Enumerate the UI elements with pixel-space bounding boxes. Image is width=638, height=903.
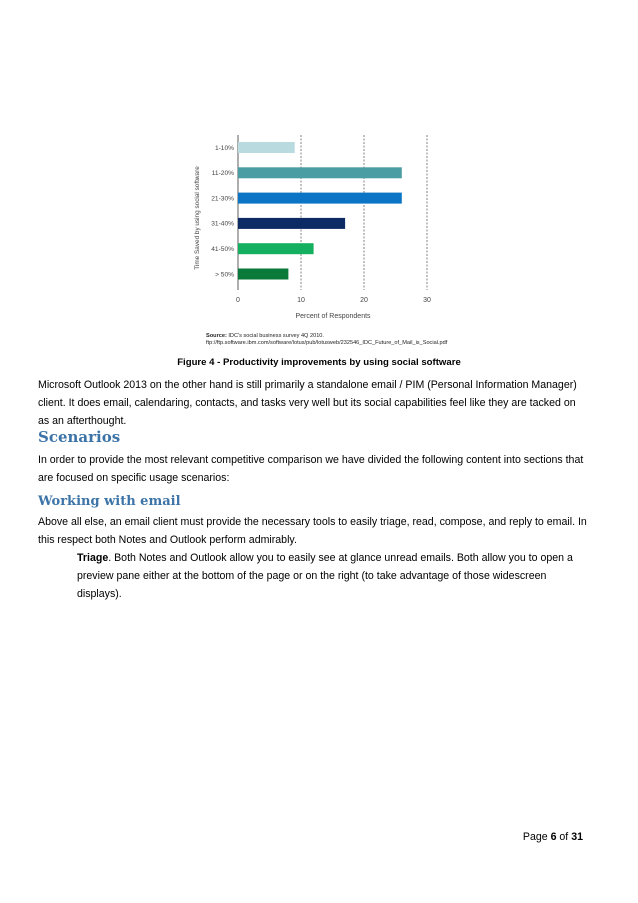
category-label: > 50% — [215, 271, 234, 279]
x-tick-label: 10 — [297, 297, 305, 304]
x-tick-label: 0 — [236, 297, 240, 304]
bar-1 — [238, 142, 295, 153]
chart-y-axis-label: Time Saved by using social software — [194, 166, 201, 270]
triage-term: Triage — [77, 552, 109, 564]
page-total: 31 — [571, 831, 583, 843]
bar-2 — [238, 167, 402, 178]
chart-gridlines — [238, 135, 427, 290]
bar-3 — [238, 193, 402, 204]
bar-4 — [238, 218, 345, 229]
x-tick-label: 20 — [360, 297, 368, 304]
bar-5 — [238, 243, 314, 254]
paragraph-triage — [77, 549, 582, 603]
category-label: 21-30% — [211, 195, 234, 203]
paragraph-email: Above all else, an email client must provide the necessary tools to easily triage, read, compose, and reply to email. In this respect both Notes and Outlook perform admirably. — [38, 516, 587, 546]
chart-x-axis-label: Percent of Respondents — [295, 313, 371, 320]
heading-working-with-email: Working with email — [38, 494, 181, 509]
page-footer — [523, 831, 583, 843]
category-label: 11-20% — [211, 170, 234, 178]
source-label: Source: — [206, 333, 227, 339]
paragraph-scenarios: In order to provide the most relevant competitive comparison we have divided the following content into sections that are focused on specific usage scenarios: — [38, 454, 584, 484]
page-number: 6 — [550, 831, 557, 843]
source-line-1: IDC's social business survey 4Q 2010. — [226, 333, 324, 339]
category-label: 41-50% — [211, 246, 234, 253]
chart-source — [206, 333, 447, 347]
category-label: 31-40% — [211, 220, 234, 228]
bar-6 — [238, 269, 288, 280]
figure-caption: Figure 4 - Productivity improvements by using social software — [177, 357, 461, 368]
footer-of: of — [556, 831, 572, 843]
triage-text: . Both Notes and Outlook allow you to easily see at glance unread emails. Both allow you to open a preview pane either at the bottom of the page or on the right (to take advantage of those widescreen displays). — [77, 552, 573, 600]
heading-scenarios: Scenarios — [38, 428, 121, 446]
bar-chart — [0, 0, 638, 330]
footer-prefix: Page — [522, 831, 551, 843]
chart-category-labels — [211, 145, 234, 278]
chart-x-tick-labels — [236, 297, 431, 304]
source-url: ftp://ftp.software.ibm.com/software/lotus/pub/lotusweb/232546_IDC_Future_of_Mail_is_Social.pdf — [206, 340, 448, 346]
x-tick-label: 30 — [423, 297, 431, 304]
category-label: 1-10% — [214, 144, 234, 152]
paragraph-outlook: Microsoft Outlook 2013 on the other hand is still primarily a standalone email / PIM (Personal Information Manager) client. It does email, calendaring, contacts, and tasks very well but its social capabilities feel like they are tacked on as an afterthought. — [38, 379, 577, 427]
chart-bars — [238, 142, 402, 280]
